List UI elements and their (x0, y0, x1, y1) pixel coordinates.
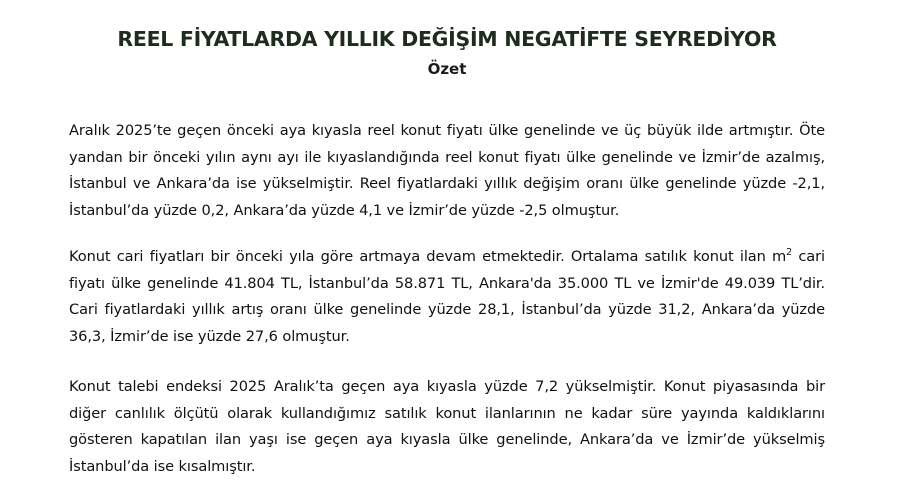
paragraph-2-text-start: Konut cari fiyatları bir önceki yıla göre artmaya devam etmektedir. Ortalama satılık konut ilan m (69, 248, 787, 265)
document-subtitle: Özet (427, 60, 467, 78)
square-meter-superscript: 2 (786, 247, 793, 258)
summary-paragraph-3: Konut talebi endeksi 2025 Aralık’ta geçen aya kıyasla yüzde 7,2 yükselmiştir. Konut piyasasında bir diğer canlılık ölçütü olarak kullandığımız satılık konut ilanlarının ne kadar süre yayında kaldıklarını gösteren kapatılan ilan yaşı ise geçen aya kıyasla ülke genelinde, Ankara’da ve İzmir’de yükselmiş İstanbul’da ise kısalmıştır. (69, 378, 825, 475)
document-title: REEL FİYATLARDA YILLIK DEĞİŞİM NEGATİFTE SEYREDİYOR (117, 27, 777, 51)
summary-paragraph-2 (69, 244, 825, 350)
paragraph-2-text-end: cari fiyatı ülke genelinde 41.804 TL, İstanbul’da 58.871 TL, Ankara'da 35.000 TL ve İzmir'de 49.039 TL’dir. Cari fiyatlardaki yıllık artış oranı ülke genelinde yüzde 28,1, İstanbul’da yüzde 31,2, Ankara’da yüzde 36,3, İzmir’de ise yüzde 27,6 olmuştur. (69, 248, 825, 345)
summary-paragraph-1: Aralık 2025’te geçen önceki aya kıyasla reel konut fiyatı ülke genelinde ve üç büyük ilde artmıştır. Öte yandan bir önceki yılın aynı ayı ile kıyaslandığında reel konut fiyatı ülke genelinde ve İzmir’de azalmış, İstanbul ve Ankara’da ise yükselmiştir. Reel fiyatlardaki yıllık değişim oranı ülke genelinde yüzde -2,1, İstanbul’da yüzde 0,2, Ankara’da yüzde 4,1 ve İzmir’de yüzde -2,5 olmuştur. (69, 122, 825, 219)
